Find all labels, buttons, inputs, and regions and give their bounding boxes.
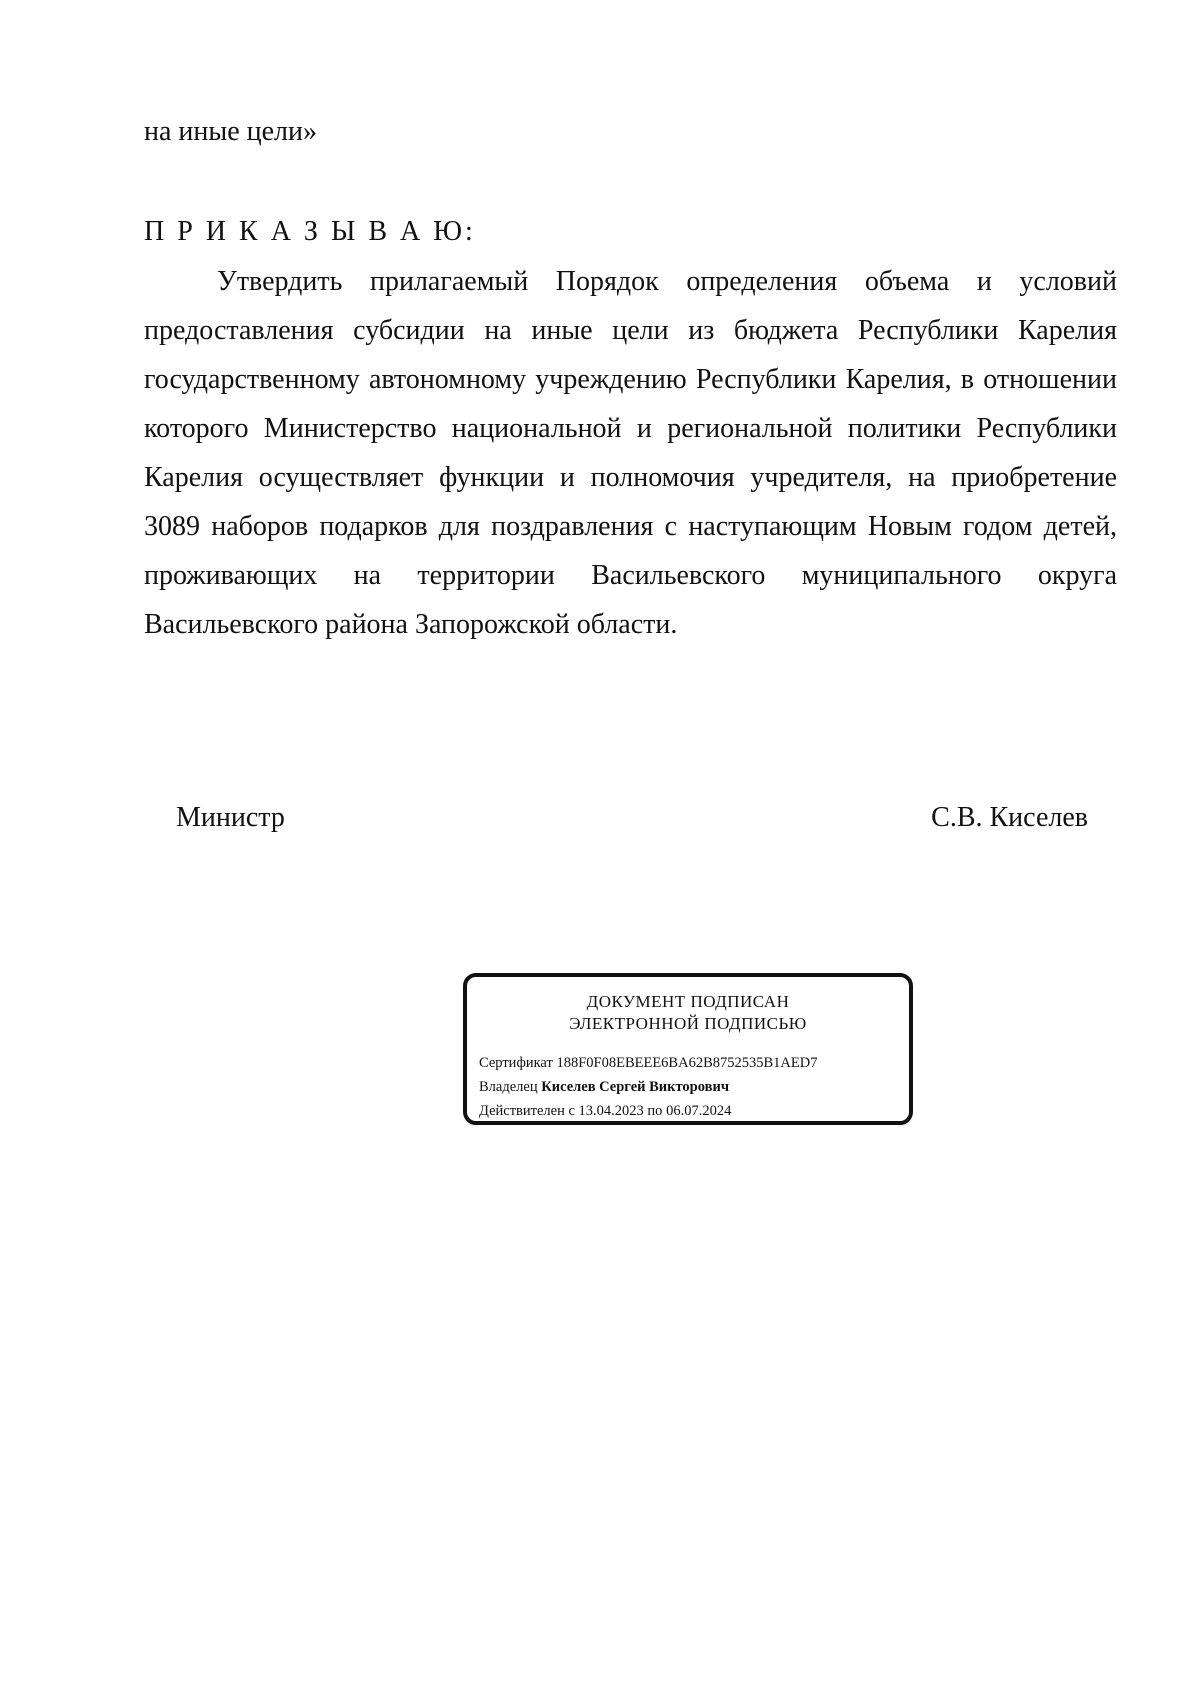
valid-to-date: 06.07.2024 xyxy=(666,1103,732,1119)
valid-from-label: с xyxy=(568,1103,575,1119)
stamp-validity xyxy=(479,1101,731,1121)
intro-line: на иные цели» xyxy=(144,116,317,147)
stamp-owner xyxy=(479,1077,729,1097)
valid-from-date: 13.04.2023 xyxy=(578,1103,644,1119)
certificate-value: 188F0F08EBEEE6BA62B8752535B1AED7 xyxy=(556,1055,818,1071)
signer-name: С.В. Киселев xyxy=(931,802,1088,833)
signer-position: Министр xyxy=(176,802,285,833)
stamp-certificate xyxy=(479,1053,817,1073)
stamp-title-line-1: ДОКУМЕНТ ПОДПИСАН xyxy=(586,992,790,1011)
valid-to-label: по xyxy=(647,1103,663,1119)
e-signature-stamp xyxy=(463,973,913,1125)
body-paragraph: Утвердить прилагаемый Порядок определения объема и условий предоставления субсидии на иные цели из бюджета Республики Карелия государственному автономному учреждению Республики Карелия, в отношении которого Министерство национальной и региональной политики Республики Карелия осуществляет функции и полномочия учредителя, на приобретение 3089 наборов подарков для поздравления с наступающим Новым годом детей, проживающих на территории Васильевского муниципального округа Васильевского района Запорожской области. xyxy=(144,266,1117,640)
owner-label: Владелец xyxy=(479,1079,538,1095)
owner-value: Киселев Сергей Викторович xyxy=(541,1079,729,1095)
valid-label: Действителен xyxy=(479,1103,565,1119)
stamp-title-line-2: ЭЛЕКТРОННОЙ ПОДПИСЬЮ xyxy=(569,1014,807,1033)
stamp-title xyxy=(467,991,909,1035)
certificate-label: Сертификат xyxy=(479,1055,553,1071)
order-heading: П Р И К А З Ы В А Ю: xyxy=(144,216,476,247)
